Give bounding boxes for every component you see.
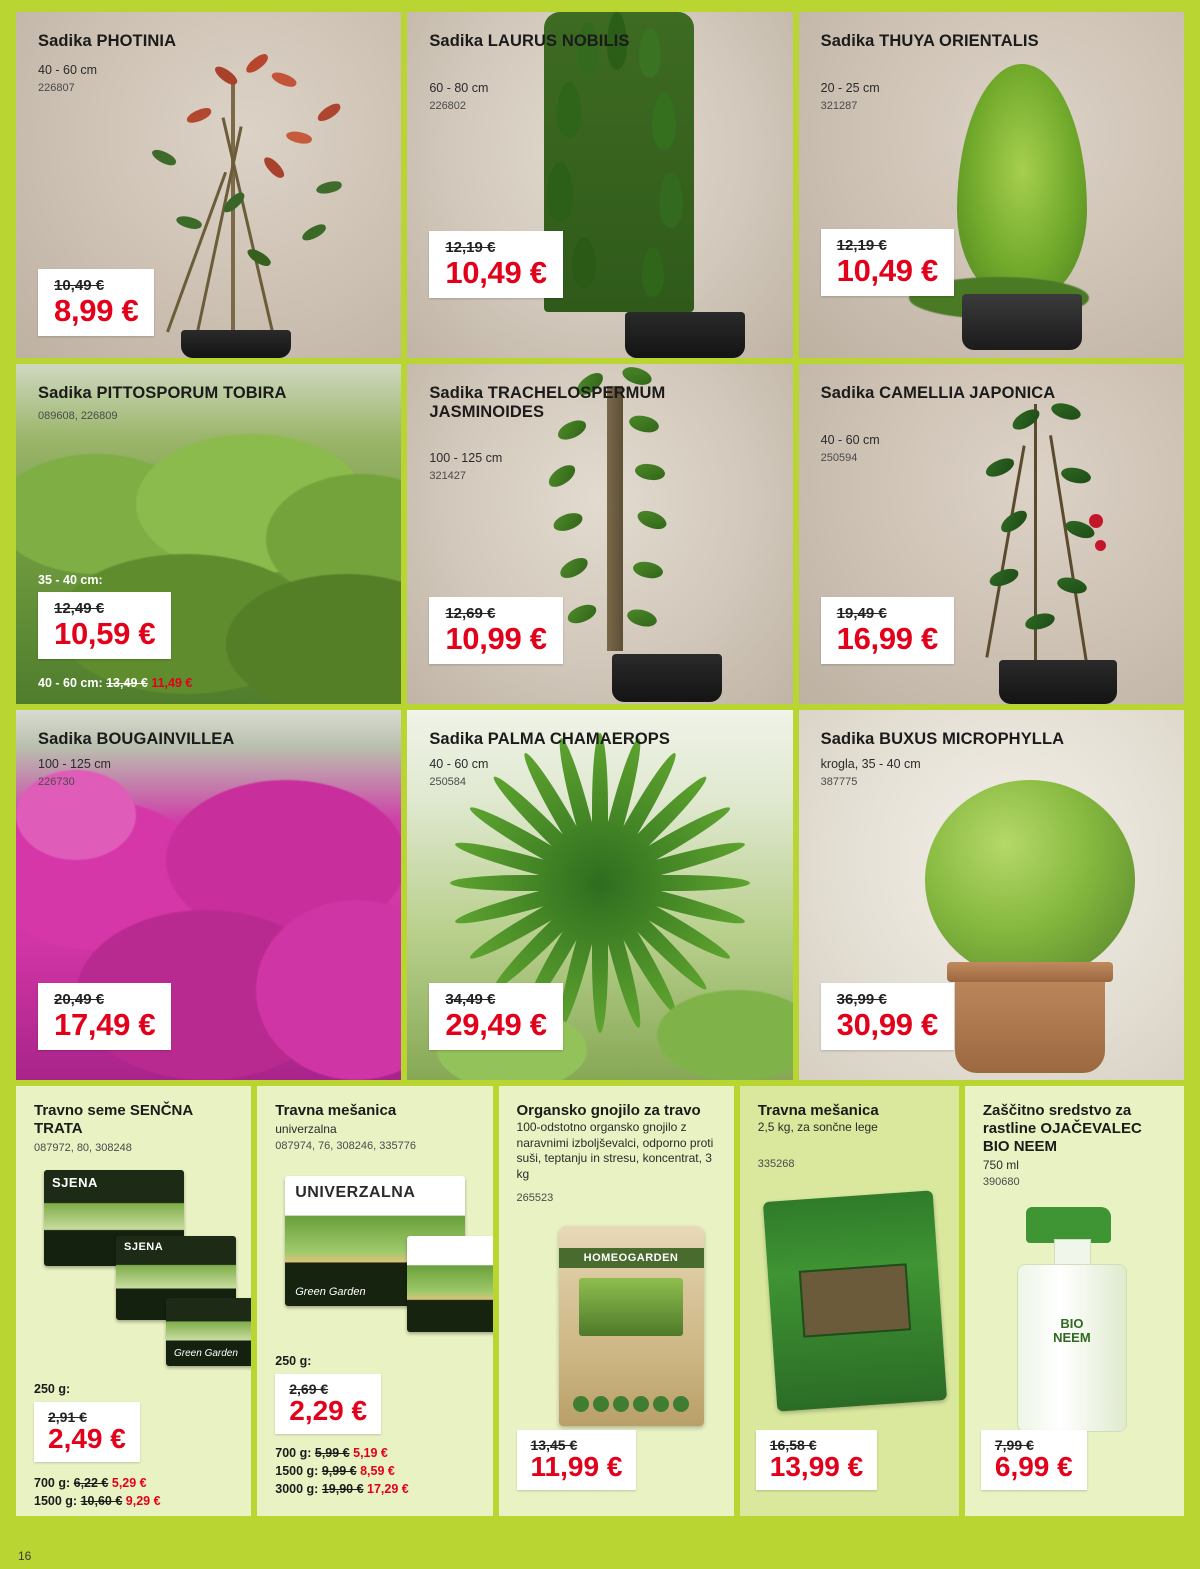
new-price: 10,99 € <box>445 621 547 656</box>
product-card-photinia[interactable] <box>16 12 401 358</box>
new-price: 2,49 € <box>48 1423 126 1454</box>
bag-text: UNIVERZALNA <box>295 1184 416 1201</box>
price-tag <box>756 1430 877 1490</box>
product-card-camellia[interactable] <box>799 364 1184 704</box>
price-tag <box>275 1374 381 1434</box>
product-card-palma[interactable] <box>407 710 792 1080</box>
product-title: Sadika BUXUS MICROPHYLLA <box>820 730 1065 748</box>
extra-price-line: 1500 g: 9,99 € 8,59 € <box>275 1464 395 1479</box>
old-price: 19,49 € <box>836 605 887 622</box>
old-price: 12,49 € <box>54 600 105 617</box>
product-title: Sadika PITTOSPORUM TOBIRA <box>38 384 287 402</box>
bag-brand: Green Garden <box>174 1348 238 1359</box>
old-price: 12,69 € <box>445 605 496 622</box>
product-card-bio-neem[interactable] <box>965 1086 1184 1516</box>
price-tag <box>429 231 562 298</box>
extra-label: 40 - 60 cm: <box>38 676 103 690</box>
weight-label: 250 g: <box>275 1354 312 1368</box>
product-size: 40 - 60 cm <box>820 433 880 447</box>
new-price: 8,99 € <box>54 293 139 328</box>
palm-fronds <box>435 750 765 1000</box>
bottom-product-band <box>16 1086 1184 1516</box>
old-price: 10,49 € <box>54 277 105 294</box>
extra-price-line: 1500 g: 10,60 € 9,29 € <box>34 1494 161 1509</box>
product-size: 20 - 25 cm <box>820 81 880 95</box>
new-price: 6,99 € <box>994 1451 1073 1482</box>
product-grid-row-2 <box>16 364 1184 704</box>
product-size: 60 - 80 cm <box>429 81 489 95</box>
new-price: 16,99 € <box>836 621 938 656</box>
product-grid-row-1 <box>16 12 1184 358</box>
product-image-seed-bag-3 <box>166 1298 251 1366</box>
product-size: 100 - 125 cm <box>38 757 111 771</box>
product-size: 40 - 60 cm <box>38 63 98 77</box>
new-price: 29,49 € <box>445 1007 547 1042</box>
product-card-organsko-gnojilo[interactable] <box>499 1086 734 1516</box>
old-price: 20,49 € <box>54 991 105 1008</box>
old-price: 2,91 € <box>48 1409 87 1425</box>
product-card-thuya[interactable] <box>799 12 1184 358</box>
old-price: 12,19 € <box>445 239 496 256</box>
product-title: Travno seme SENČNA TRATA <box>34 1102 193 1137</box>
product-title: Organsko gnojilo za travo <box>516 1102 701 1119</box>
price-tag <box>429 597 562 664</box>
extra-old-price: 13,49 € <box>106 676 148 690</box>
extra-price-lines <box>34 1474 161 1510</box>
new-price: 10,49 € <box>445 255 547 290</box>
product-code: 321287 <box>820 100 858 112</box>
price-tag <box>34 1402 140 1462</box>
new-price: 10,49 € <box>836 253 938 288</box>
secondary-price-line <box>38 676 192 690</box>
old-price: 12,19 € <box>836 237 887 254</box>
new-price: 13,99 € <box>769 1451 864 1482</box>
price-tag <box>429 983 562 1050</box>
product-title: Sadika BOUGAINVILLEA <box>38 730 235 748</box>
page-number: 16 <box>18 1549 32 1563</box>
product-code: 390680 <box>982 1176 1020 1188</box>
price-tag <box>517 1430 637 1490</box>
bag-text: SJENA <box>124 1241 164 1253</box>
new-price: 17,49 € <box>54 1007 156 1042</box>
product-image-laurus <box>407 12 792 358</box>
product-title: Sadika PHOTINIA <box>38 32 177 50</box>
extra-price-line: 700 g: 6,22 € 5,29 € <box>34 1476 147 1490</box>
product-code: 321427 <box>429 470 467 482</box>
product-subtitle: 2,5 kg, za sončne lege <box>757 1120 878 1134</box>
product-title: Zaščitno sredstvo za rastline OJAČEVALEC BIO NEEM <box>982 1102 1142 1155</box>
product-code: 087972, 80, 308248 <box>34 1142 132 1154</box>
product-code: 226730 <box>38 776 75 788</box>
old-price: 16,58 € <box>769 1437 817 1453</box>
product-code: 226802 <box>429 100 467 112</box>
product-card-bougainvillea[interactable] <box>16 710 401 1080</box>
price-tag <box>821 983 954 1050</box>
product-code: 335268 <box>757 1158 795 1170</box>
product-code: 387775 <box>820 776 858 788</box>
product-card-trachelospermum[interactable] <box>407 364 792 704</box>
old-price: 13,45 € <box>530 1437 578 1453</box>
extra-new-price: 11,49 € <box>151 676 193 690</box>
price-tag <box>981 1430 1087 1490</box>
new-price: 11,99 € <box>530 1451 623 1482</box>
new-price: 2,29 € <box>289 1395 368 1426</box>
product-title: Sadika THUYA ORIENTALIS <box>820 32 1039 50</box>
product-subtitle: univerzalna <box>275 1122 337 1136</box>
bag-text: SJENA <box>52 1175 98 1190</box>
weight-label: 250 g: <box>34 1382 71 1396</box>
bag-brand: Green Garden <box>295 1286 366 1298</box>
price-tag <box>38 592 171 659</box>
product-card-buxus[interactable] <box>799 710 1184 1080</box>
product-code: 226807 <box>38 82 75 94</box>
variant-label: 35 - 40 cm: <box>38 573 103 587</box>
old-price: 34,49 € <box>445 991 496 1008</box>
product-title: Sadika PALMA CHAMAEROPS <box>429 730 670 748</box>
price-tag <box>38 983 171 1050</box>
new-price: 10,59 € <box>54 616 156 651</box>
bag-brand: HOMEOGARDEN <box>559 1248 704 1268</box>
product-image-universal-bag-2 <box>407 1236 492 1332</box>
price-tag <box>38 269 154 336</box>
product-code: 250584 <box>429 776 467 788</box>
product-card-pittosporum[interactable] <box>16 364 401 704</box>
product-title: Sadika CAMELLIA JAPONICA <box>820 384 1056 402</box>
product-image-grass-seed-bag <box>763 1190 947 1411</box>
product-code: 265523 <box>516 1192 554 1204</box>
new-price: 30,99 € <box>836 1007 938 1042</box>
product-size: krogla, 35 - 40 cm <box>820 757 921 771</box>
product-image-spray-bottle <box>1017 1202 1127 1432</box>
product-title: Sadika LAURUS NOBILIS <box>429 32 630 50</box>
product-subtitle: 750 ml <box>982 1158 1019 1172</box>
product-image-thuya <box>799 12 1184 358</box>
product-card-sencna-trata[interactable] <box>16 1086 251 1516</box>
product-code: 250594 <box>820 452 858 464</box>
product-size: 100 - 125 cm <box>429 451 503 465</box>
extra-price-line: 3000 g: 19,90 € 17,29 € <box>275 1482 409 1497</box>
extra-price-line: 700 g: 5,99 € 5,19 € <box>275 1446 388 1460</box>
price-tag <box>821 229 954 296</box>
product-subtitle: 100-odstotno organsko gnojilo z naravnimi izboljševalci, odporno proti suši, teptanju in stresu, koncentrat, 3 kg <box>516 1120 714 1181</box>
price-tag <box>821 597 954 664</box>
old-price: 2,69 € <box>289 1381 329 1397</box>
old-price: 7,99 € <box>994 1437 1034 1453</box>
product-code: 089608, 226809 <box>38 410 118 422</box>
old-price: 36,99 € <box>836 991 887 1008</box>
product-title: Sadika TRACHELOSPERMUM JASMINOIDES <box>429 384 666 422</box>
product-size: 40 - 60 cm <box>429 757 489 771</box>
product-image-fertilizer-bag <box>559 1226 704 1426</box>
product-title: Travna mešanica <box>275 1102 397 1119</box>
bottle-label: BIO NEEM <box>1053 1316 1091 1345</box>
product-card-travna-mesanica-soncne[interactable] <box>740 1086 959 1516</box>
product-card-travna-mesanica-univerzalna[interactable] <box>257 1086 492 1516</box>
product-code: 087974, 76, 308246, 335776 <box>275 1140 416 1152</box>
product-card-laurus[interactable] <box>407 12 792 358</box>
extra-price-lines <box>275 1444 409 1498</box>
product-title: Travna mešanica <box>757 1102 879 1119</box>
product-grid-row-3 <box>16 710 1184 1080</box>
